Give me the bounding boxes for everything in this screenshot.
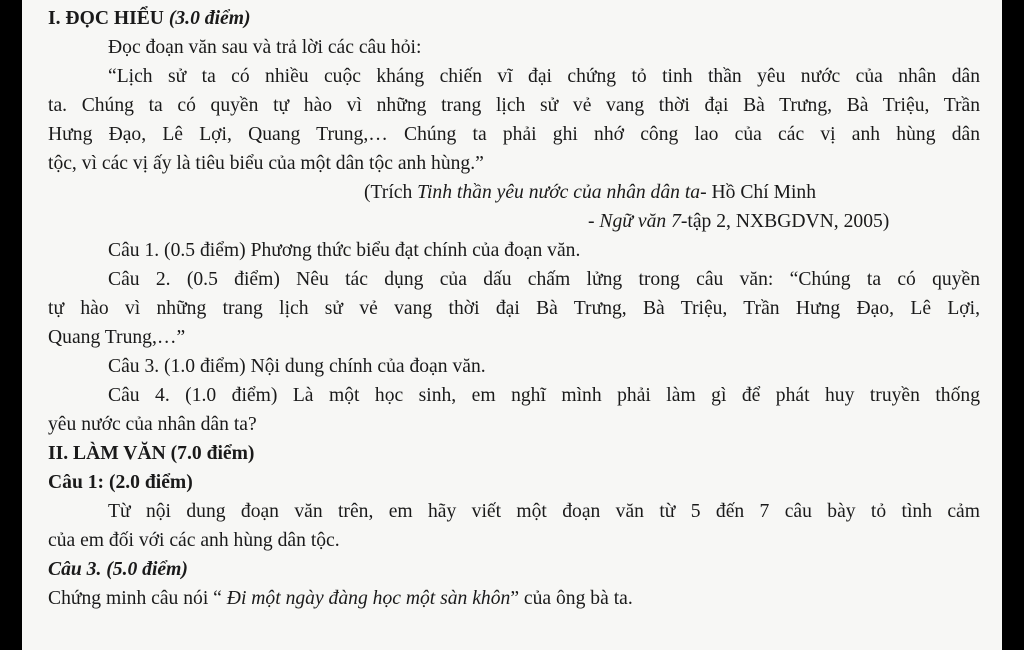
section-1-title: I. ĐỌC HIỂU — [48, 8, 164, 29]
passage-source-book — [48, 207, 980, 236]
section-2-heading: II. LÀM VĂN (7.0 điểm) — [48, 443, 255, 464]
writing-question-3-heading: Câu 3. (5.0 điểm) — [48, 559, 188, 580]
passage-line-4: tộc, vì các vị ấy là tiêu biểu của một dân tộc anh hùng.” — [48, 153, 484, 174]
writing-question-1-heading: Câu 1: (2.0 điểm) — [48, 472, 193, 493]
reading-instruction: Đọc đoạn văn sau và trả lời các câu hỏi: — [108, 37, 422, 58]
passage-source — [48, 178, 980, 207]
passage-line-2: ta. Chúng ta có quyền tự hào vì những trang lịch sử vẻ vang thời đại Bà Trưng, Bà Triệu, Trần — [48, 95, 980, 116]
passage-line-3: Hưng Đạo, Lê Lợi, Quang Trung,… Chúng ta phải ghi nhớ công lao của các vị anh hùng dân — [48, 124, 980, 145]
q3-prefix: Chứng minh câu nói “ — [48, 588, 222, 609]
passage-line-1: “Lịch sử ta có nhiều cuộc kháng chiến vĩ đại chứng tỏ tinh thần yêu nước của nhân dân — [108, 66, 980, 87]
question-4-line-2: yêu nước của nhân dân ta? — [48, 414, 257, 435]
exam-document — [22, 0, 1002, 650]
question-1: Câu 1. (0.5 điểm) Phương thức biểu đạt chính của đoạn văn. — [108, 240, 581, 261]
writing-question-1-line-1: Từ nội dung đoạn văn trên, em hãy viết một đoạn văn từ 5 đến 7 câu bày tỏ tình cảm — [108, 501, 980, 522]
source-title: Tinh thần yêu nước của nhân dân ta — [417, 182, 701, 203]
question-4-line-1: Câu 4. (1.0 điểm) Là một học sinh, em nghĩ mình phải làm gì để phát huy truyền thống — [108, 385, 980, 406]
question-2-line-3: Quang Trung,…” — [48, 327, 186, 348]
source-prefix: (Trích — [364, 182, 418, 203]
source-author: - Hồ Chí Minh — [700, 182, 817, 203]
q3-quote: Đi một ngày đàng học một sàn khôn — [221, 588, 511, 609]
question-2-line-1: Câu 2. (0.5 điểm) Nêu tác dụng của dấu chấm lửng trong câu văn: “Chúng ta có quyền — [108, 269, 980, 290]
question-3: Câu 3. (1.0 điểm) Nội dung chính của đoạn văn. — [108, 356, 486, 377]
section-1-heading — [48, 4, 980, 33]
section-1-points: (3.0 điểm) — [168, 8, 251, 29]
question-2-line-2: tự hào vì những trang lịch sử vẻ vang thời đại Bà Trưng, Bà Triệu, Trần Hưng Đạo, Lê Lợi, — [48, 298, 980, 319]
writing-question-1-line-2: của em đối với các anh hùng dân tộc. — [48, 530, 340, 551]
writing-question-3-text — [48, 584, 980, 613]
source-rest: -tập 2, NXBGDVN, 2005) — [680, 211, 890, 232]
q3-suffix: ” của ông bà ta. — [510, 588, 633, 609]
source-book: - Ngữ văn 7 — [588, 211, 681, 232]
